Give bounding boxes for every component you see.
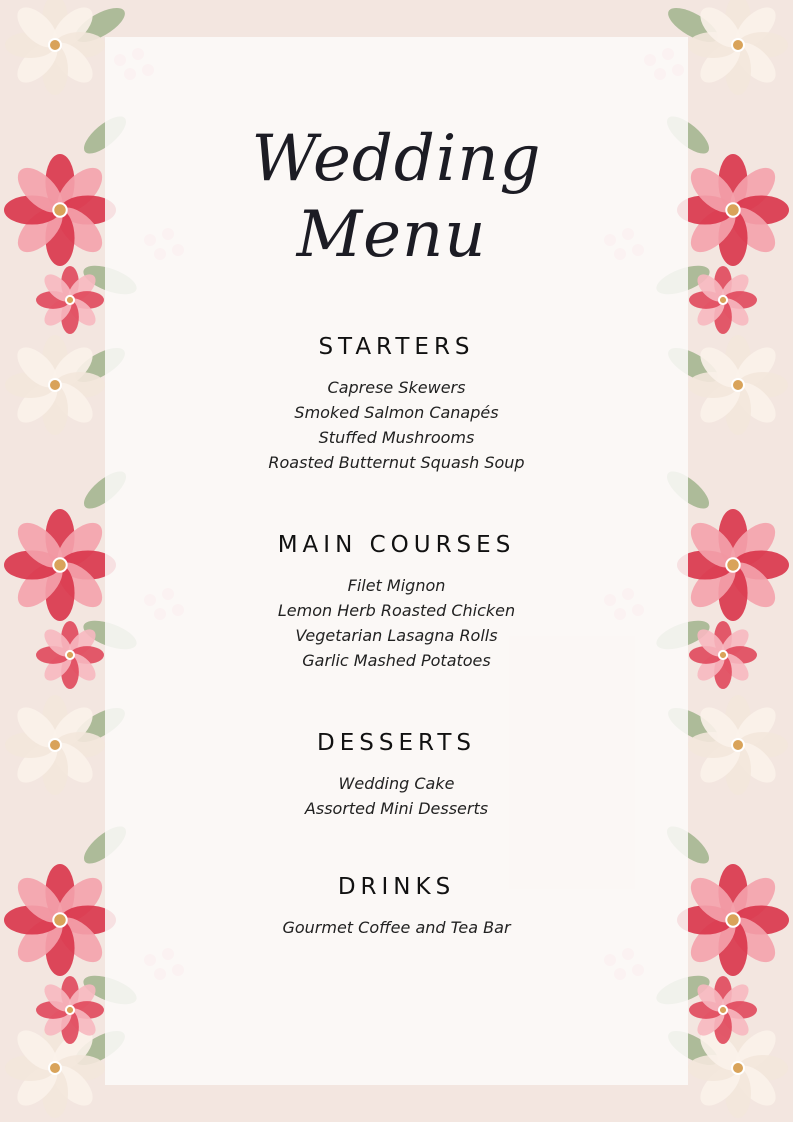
flower-icon [677,864,789,976]
flower-icon [689,976,757,1044]
menu-item: Garlic Mashed Potatoes [302,651,491,670]
menu-item: Assorted Mini Desserts [304,799,489,818]
section-heading: DRINKS [337,874,456,900]
flower-icon [4,509,116,621]
flower-icon [689,621,757,689]
menu-item: Lemon Herb Roasted Chicken [277,601,516,620]
title-line-2: Menu [296,198,487,272]
menu-title [105,121,688,273]
flower-icon [689,266,757,334]
menu-item: Gourmet Coffee and Tea Bar [282,918,511,937]
menu-item: Caprese Skewers [327,378,466,397]
flower-icon [688,335,788,435]
flower-icon [677,509,789,621]
section-desserts [105,729,688,821]
flower-icon [5,335,105,435]
title-line-1: Wedding [251,122,542,196]
menu-item: Stuffed Mushrooms [318,428,475,447]
menu-item: Filet Mignon [347,576,446,595]
section-main-courses [105,531,688,673]
section-heading: STARTERS [318,334,475,360]
menu-content [105,37,688,940]
flower-icon [688,0,788,95]
flower-icon [688,695,788,795]
menu-item: Smoked Salmon Canapés [294,403,499,422]
flower-icon [36,976,104,1044]
flower-icon [36,621,104,689]
section-heading: MAIN COURSES [277,532,516,558]
menu-item: Vegetarian Lasagna Rolls [295,626,498,645]
flower-icon [5,0,105,95]
section-drinks [105,873,688,940]
flower-icon [36,266,104,334]
flower-icon [5,695,105,795]
menu-item: Wedding Cake [338,774,455,793]
section-heading: DESSERTS [317,730,476,756]
menu-item: Roasted Butternut Squash Soup [268,453,525,472]
flower-icon [4,864,116,976]
section-starters [105,333,688,475]
flower-icon [677,154,789,266]
